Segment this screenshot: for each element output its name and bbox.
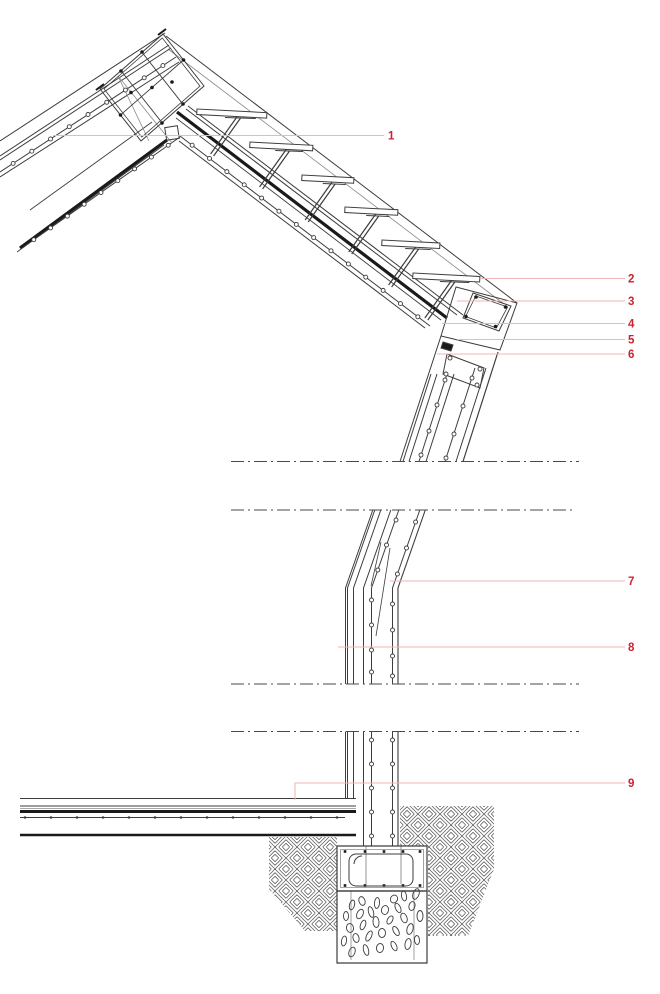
- roof-slat: [413, 273, 480, 282]
- stone: [346, 923, 354, 933]
- stone: [401, 891, 408, 902]
- callout-label-2: 2: [628, 273, 635, 286]
- callout-label-7: 7: [628, 576, 635, 588]
- callout-label-1: 1: [388, 130, 395, 143]
- stone: [406, 923, 415, 935]
- stone: [394, 902, 403, 913]
- stone: [386, 915, 395, 925]
- callout-layer: [53, 131, 635, 801]
- stone: [379, 929, 386, 938]
- callout-label-3: 3: [628, 296, 635, 308]
- stone: [414, 935, 420, 944]
- callout-label-6: 6: [628, 349, 635, 361]
- stone: [417, 911, 423, 922]
- stone: [341, 936, 348, 947]
- stone: [411, 888, 420, 900]
- earth-hatch: [269, 837, 337, 931]
- stone: [389, 894, 399, 904]
- roof-slat: [197, 109, 267, 118]
- earth-hatch-layer: [269, 806, 494, 936]
- callout-leader-9: [295, 783, 625, 800]
- footing-stirrup: [349, 854, 413, 886]
- roof-slat: [250, 142, 313, 151]
- stone: [404, 938, 412, 950]
- stone: [347, 946, 356, 957]
- stone: [348, 900, 355, 911]
- stone: [359, 919, 367, 930]
- callout-label-9: 9: [628, 778, 635, 790]
- roof-slat: [345, 207, 398, 215]
- roof-slat: [382, 240, 440, 249]
- stone: [391, 925, 400, 936]
- stone: [352, 933, 360, 943]
- stone: [399, 912, 408, 923]
- roof-slat: [302, 175, 354, 183]
- callout-label-5: 5: [628, 334, 635, 347]
- stone: [376, 943, 384, 953]
- stone: [367, 906, 375, 918]
- stone: [344, 912, 349, 921]
- stone: [364, 930, 373, 942]
- stone: [355, 908, 365, 920]
- callout-label-4: 4: [628, 318, 635, 331]
- stone: [390, 940, 399, 951]
- stone: [381, 905, 389, 915]
- stone: [408, 901, 416, 911]
- stone: [362, 944, 370, 956]
- stone: [373, 916, 380, 927]
- stone: [358, 896, 367, 907]
- stone: [374, 897, 380, 908]
- callout-label-8: 8: [628, 642, 635, 654]
